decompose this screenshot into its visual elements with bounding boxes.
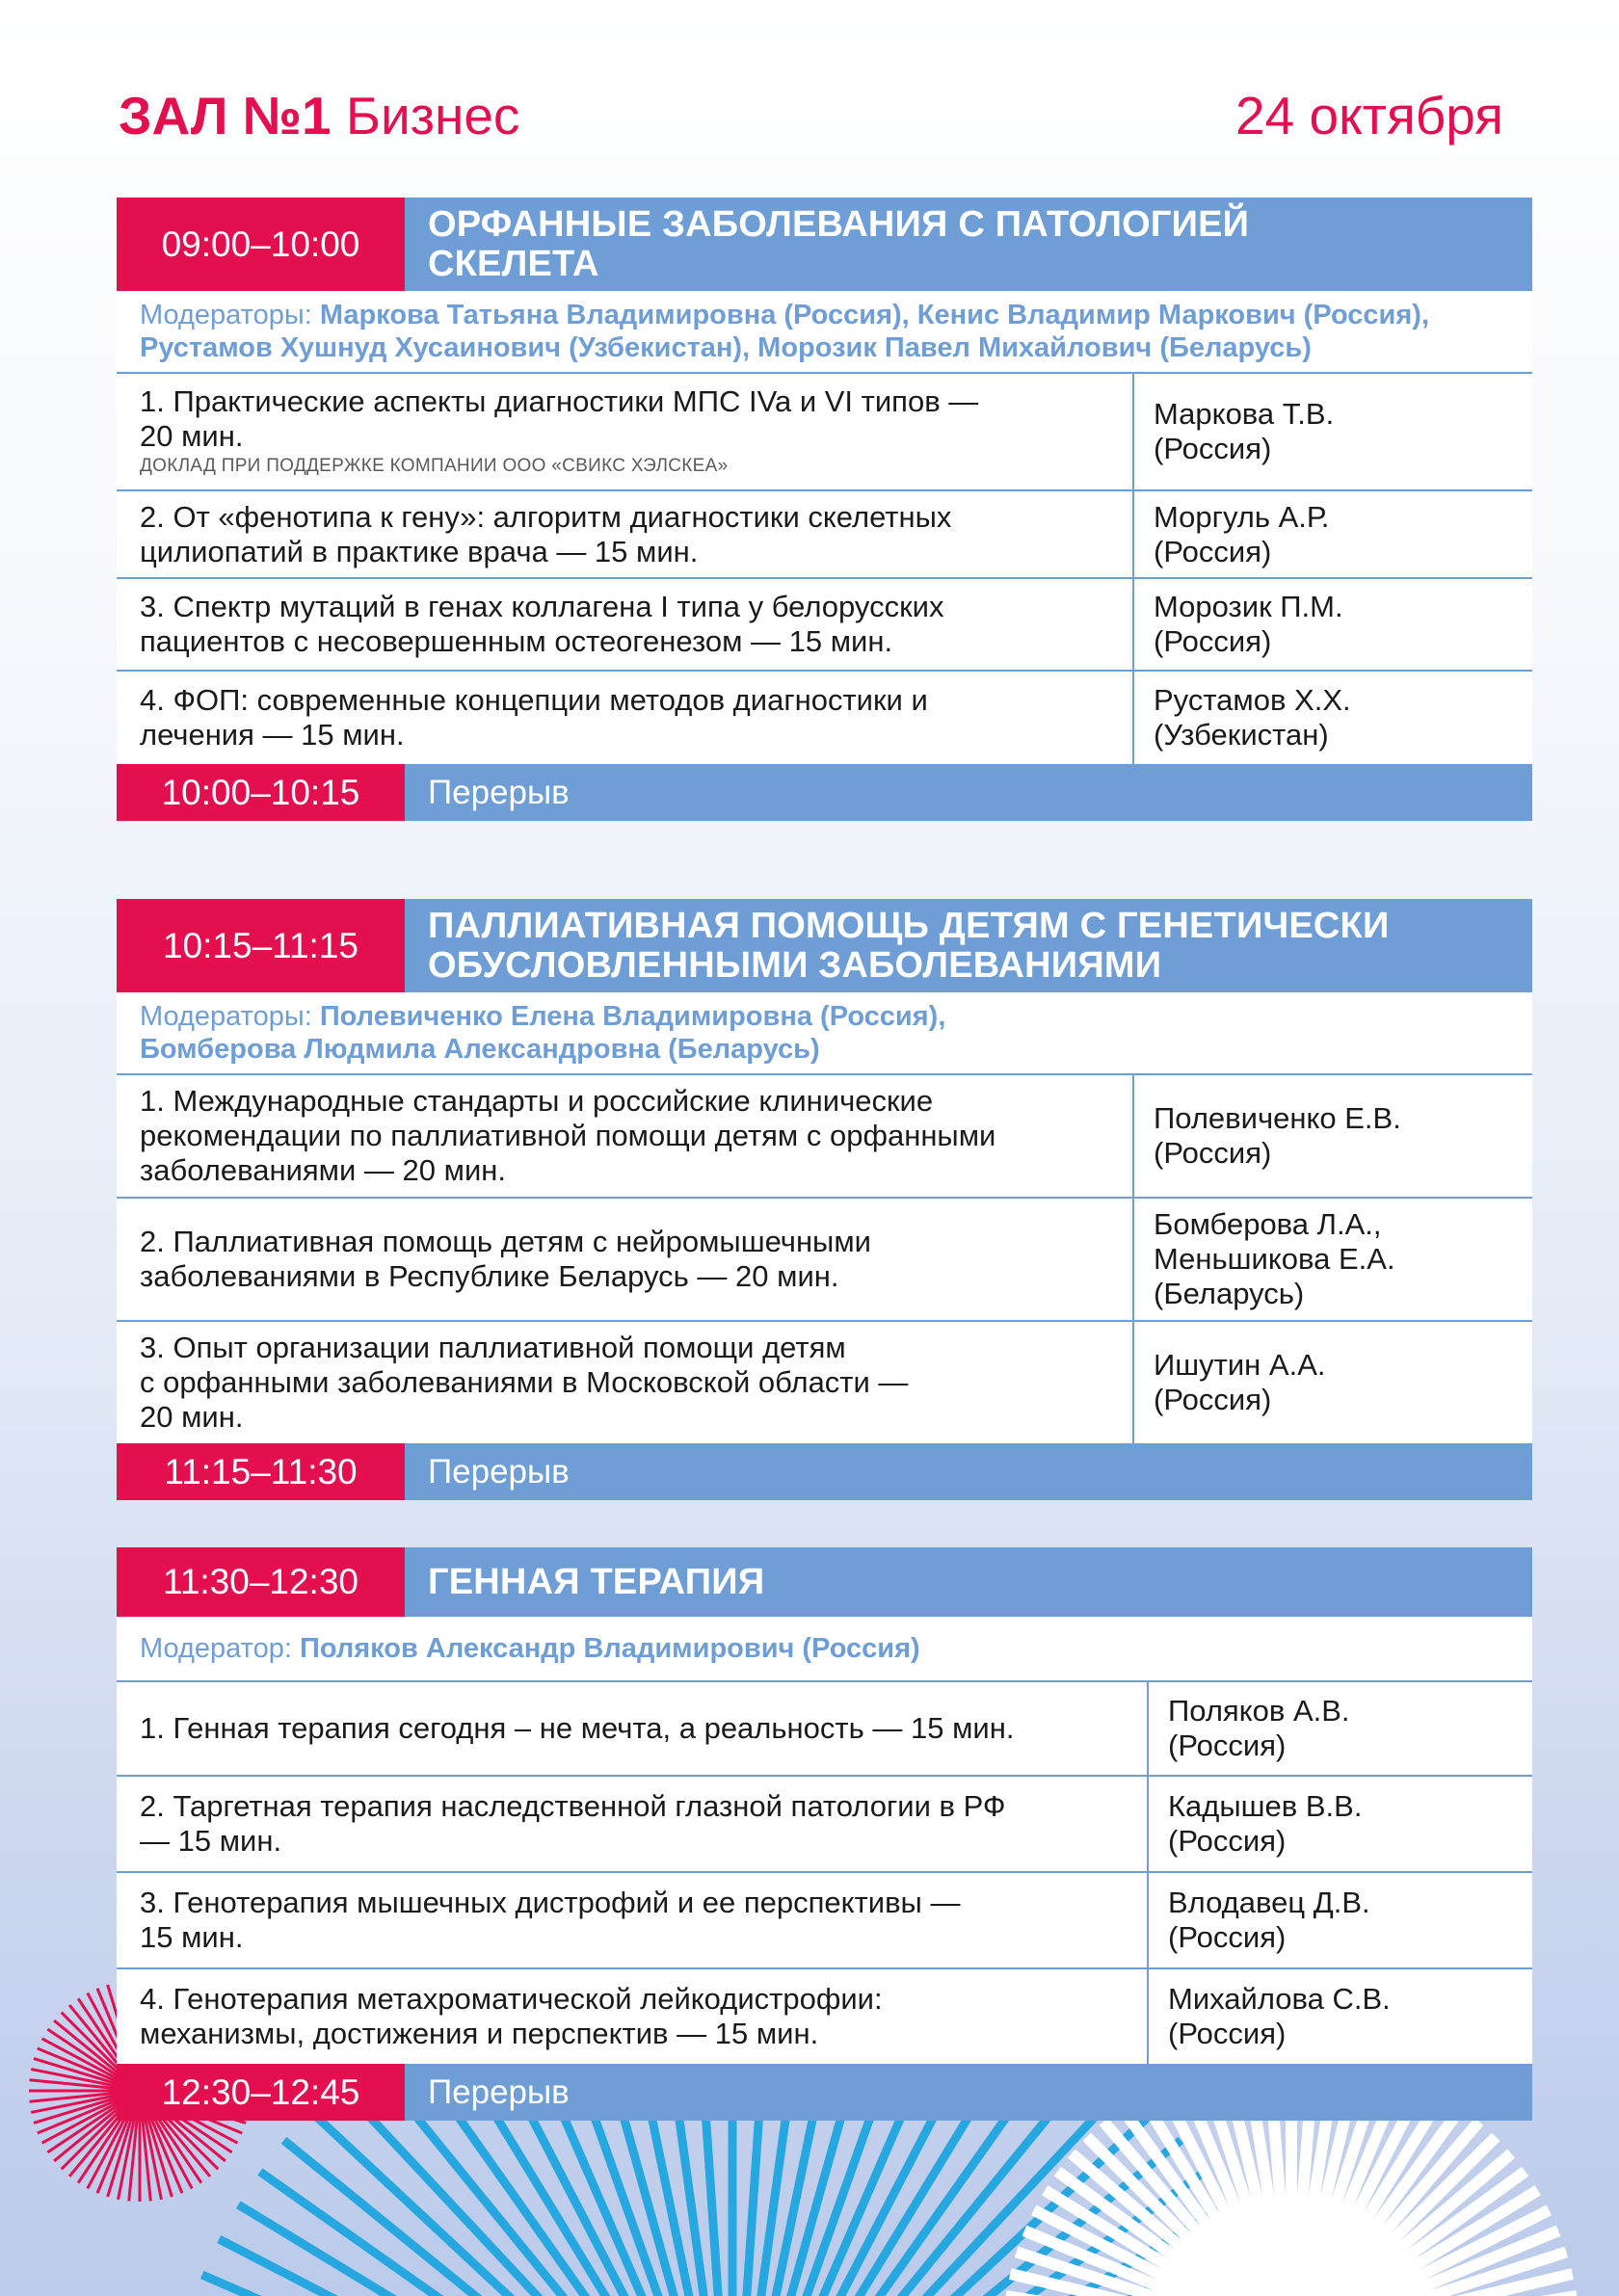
talk-speaker: Кадышев В.В. (Россия)	[1168, 1789, 1363, 1858]
session-2	[117, 899, 1532, 1500]
talk-title: 2. От «фенотипа к гену»: алгоритм диагностики скелетных цилиопатий в практике врача — 15 мин.	[117, 491, 1134, 577]
talk-row	[117, 1682, 1532, 1777]
talk-speaker: Полевиченко Е.В. (Россия)	[1154, 1101, 1401, 1170]
moderators	[117, 291, 1532, 374]
talk-row	[117, 672, 1532, 764]
talk-speaker: Маркова Т.В. (Россия)	[1154, 397, 1335, 465]
break-label: Перерыв	[405, 2064, 1532, 2121]
moderators	[117, 1617, 1532, 1682]
session-header	[117, 1547, 1532, 1617]
session-title: ОРФАННЫЕ ЗАБОЛЕВАНИЯ С ПАТОЛОГИЕЙ СКЕЛЕТА	[405, 198, 1532, 291]
moderators-label: Модератор:	[140, 1633, 292, 1664]
session-1	[117, 198, 1532, 821]
sponsor-note: ДОКЛАД ПРИ ПОДДЕРЖКЕ КОМПАНИИ ООО «СВИКС ХЭЛСКЕА»	[140, 456, 729, 476]
talk-title: 4. ФОП: современные концепции методов диагностики и лечения — 15 мин.	[117, 672, 1134, 764]
talk-row	[117, 1777, 1532, 1873]
break-label: Перерыв	[405, 1443, 1532, 1500]
talk-title: 1. Практические аспекты диагностики МПС IVa и VI типов — 20 мин.	[140, 384, 979, 453]
break-time: 10:00–10:15	[117, 764, 405, 821]
talk-title: 3. Опыт организации паллиативной помощи детям с орфанными заболеваниями в Московской области — 20 мин.	[117, 1322, 1134, 1443]
talk-speaker: Моргуль А.Р. (Россия)	[1154, 499, 1330, 568]
break-row	[117, 764, 1532, 821]
talk-row	[117, 1873, 1532, 1969]
break-time: 11:15–11:30	[117, 1443, 405, 1500]
session-time: 11:30–12:30	[117, 1547, 405, 1617]
talk-speaker: Поляков А.В. (Россия)	[1168, 1694, 1350, 1762]
talk-row	[117, 1969, 1532, 2064]
talk-speaker: Бомберова Л.А., Меньшикова Е.А. (Беларусь)	[1154, 1207, 1395, 1310]
moderators-label: Модераторы:	[140, 300, 312, 330]
talk-list	[117, 1075, 1532, 1443]
session-title: ПАЛЛИАТИВНАЯ ПОМОЩЬ ДЕТЯМ С ГЕНЕТИЧЕСКИ ОБУСЛОВЛЕННЫМИ ЗАБОЛЕВАНИЯМИ	[405, 899, 1532, 992]
talk-row	[117, 491, 1532, 579]
session-header	[117, 198, 1532, 291]
talk-speaker: Ишутин А.А. (Россия)	[1154, 1348, 1326, 1416]
talk-list	[117, 1682, 1532, 2064]
talk-row	[117, 1322, 1532, 1443]
moderators	[117, 992, 1532, 1075]
break-row	[117, 2064, 1532, 2121]
talk-title: 3. Спектр мутаций в генах коллагена I типа у белорусских пациентов с несовершенным остеогенезом — 15 мин.	[117, 579, 1134, 670]
break-time: 12:30–12:45	[117, 2064, 405, 2121]
talk-speaker: Морозик П.М. (Россия)	[1154, 590, 1343, 658]
moderators-names: Поляков Александр Владимирович (Россия)	[299, 1633, 920, 1664]
talk-title: 1. Генная терапия сегодня – не мечта, а реальность — 15 мин.	[117, 1682, 1149, 1775]
session-title: ГЕННАЯ ТЕРАПИЯ	[405, 1547, 1532, 1617]
moderators-names: Полевиченко Елена Владимировна (Россия), Бомберова Людмила Александровна (Беларусь)	[140, 1001, 946, 1065]
talk-row	[117, 1075, 1532, 1199]
break-label: Перерыв	[405, 764, 1532, 821]
talk-row	[117, 1199, 1532, 1322]
hall-title	[119, 85, 519, 146]
session-time: 09:00–10:00	[117, 198, 405, 291]
talk-row	[117, 579, 1532, 672]
talk-row	[117, 374, 1532, 491]
moderators-label: Модераторы:	[140, 1001, 312, 1032]
talk-title: 2. Таргетная терапия наследственной глазной патологии в РФ — 15 мин.	[117, 1777, 1149, 1871]
talk-title: 1. Международные стандарты и российские клинические рекомендации по паллиативной помощи детям с орфанными заболеваниями — 20 мин.	[117, 1075, 1134, 1197]
talk-speaker: Михайлова С.В. (Россия)	[1168, 1982, 1391, 2050]
session-3	[117, 1547, 1532, 2121]
event-date: 24 октября	[1235, 86, 1503, 145]
talk-title: 3. Генотерапия мышечных дистрофий и ее перспективы — 15 мин.	[117, 1873, 1149, 1967]
page-header	[119, 85, 1503, 162]
talk-speaker: Влодавец Д.В. (Россия)	[1168, 1886, 1370, 1954]
session-header	[117, 899, 1532, 992]
hall-number: ЗАЛ №1	[119, 86, 332, 145]
hall-name: Бизнес	[345, 86, 520, 145]
talk-speaker: Рустамов Х.Х. (Узбекистан)	[1154, 683, 1351, 752]
moderators-names: Маркова Татьяна Владимировна (Россия), Кенис Владимир Маркович (Россия), Рустамов Хушнуд Хусаинович (Узбекистан), Морозик Павел Михайлович (Беларусь)	[140, 300, 1430, 363]
session-time: 10:15–11:15	[117, 899, 405, 992]
break-row	[117, 1443, 1532, 1500]
talk-title: 2. Паллиативная помощь детям с нейромышечными заболеваниями в Республике Беларусь — 20 мин.	[117, 1199, 1134, 1320]
talk-title: 4. Генотерапия метахроматической лейкодистрофии: механизмы, достижения и перспектив — 15 мин.	[117, 1969, 1149, 2064]
talk-list	[117, 374, 1532, 764]
